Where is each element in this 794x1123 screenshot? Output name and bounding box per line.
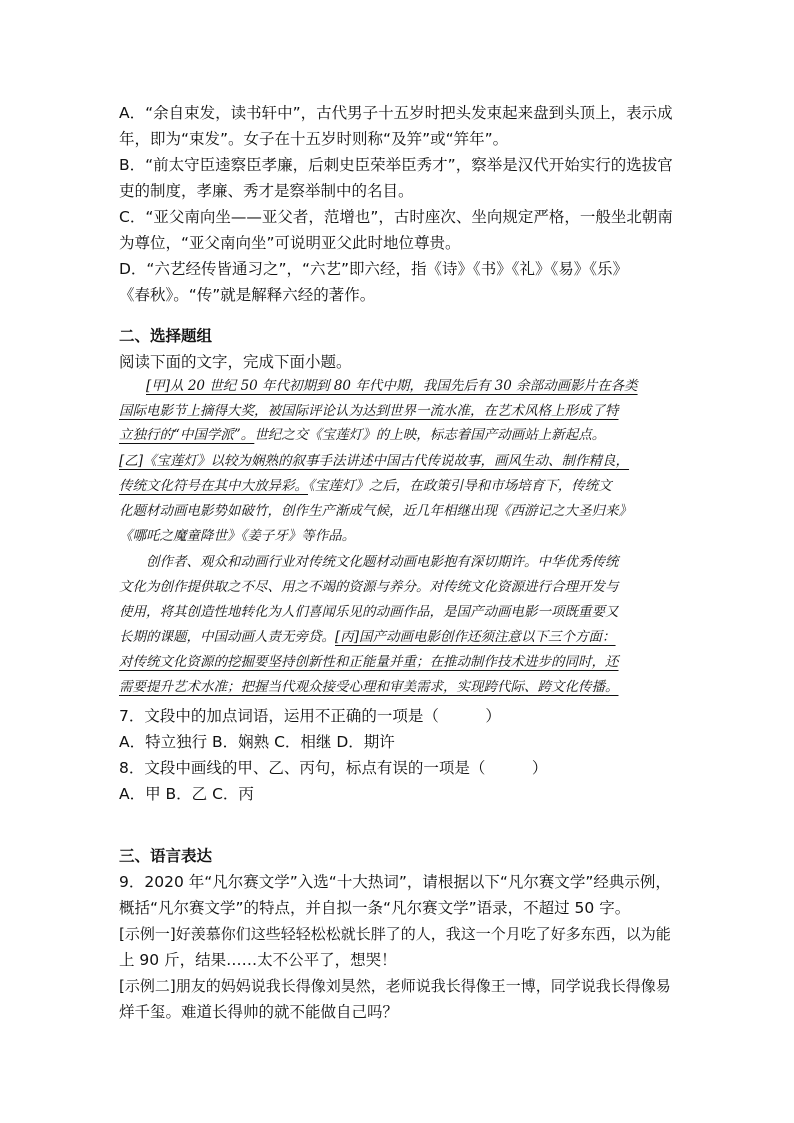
passage-line [119, 449, 629, 473]
question-9-line-1: 9．2020 年“凡尔赛文学”入选“十大热词”，请根据以下“凡尔赛文学”经典示例， [119, 873, 671, 891]
underlined-sentence: 需要提升艺术水准；把握当代观众接受心理和审美需求，实现跨代际、跨文化传播。 [119, 679, 619, 695]
underlined-sentence: 立独行的“中国学派”。 [119, 427, 255, 443]
option-d-line-2: 《春秋》。“传”就是解释六经的著作。 [119, 286, 376, 304]
question-7: 7．文段中的加点词语，运用不正确的一项是（ ） [119, 707, 501, 725]
passage-line: 创作者、观众和动画行业对传统文化题材动画电影抱有深切期许。中华优秀传统 [146, 554, 619, 570]
passage-line [119, 399, 619, 423]
example-1-line-1: [示例一]好羡慕你们这些轻轻松松就长胖了的人，我这一个月吃了好多东西，以为能 [119, 925, 671, 943]
underlined-sentence: 国际电影节上摘得大奖，被国际评论认为达到世界一流水准，在艺术风格上形成了特 [119, 403, 619, 419]
passage-line [119, 374, 638, 398]
passage-line: 长期的课题，中国动画人责无旁贷。[丙]国产动画电影创作还须注意以下三个方面： [119, 629, 616, 645]
option-b-line-1: B．“前太守臣逵察臣孝廉，后刺史臣荣举臣秀才”，察举是汉代开始实行的选拔官 [119, 156, 673, 174]
passage-line: 文化为创作提供取之不尽、用之不竭的资源与养分。对传统文化资源进行合理开发与 [119, 579, 619, 595]
example-2-line-2: 烊千玺。难道长得帅的就不能做自己吗？ [119, 1003, 399, 1021]
example-2-line-1: [示例二]朋友的妈妈说我长得像刘昊然，老师说我长得像王一博，同学说我长得像易 [119, 977, 671, 995]
underlined-sentence: [甲]从 20 世纪 50 年代初期到 80 年代中期，我国先后有 30 余部动画影片在各类 [146, 378, 638, 394]
option-c-line-2: 为尊位，“亚父南向坐”可说明亚父此时地位尊贵。 [119, 234, 461, 252]
section-heading-choice-group: 二、选择题组 [119, 327, 213, 345]
passage-line: 立独行的“中国学派”。世纪之交《宝莲灯》的上映，标志着国产动画站上新起点。 [119, 427, 606, 443]
passage-line [119, 675, 619, 699]
section-heading-language-expression: 三、语言表达 [119, 847, 213, 865]
option-b-line-2: 吏的制度，孝廉、秀才是察举制中的名目。 [119, 182, 414, 200]
underlined-sentence: 对传统文化资源的挖掘要坚持创新性和正能量并重；在推动制作技术进步的同时，还 [119, 654, 619, 670]
passage-line: 传统文化符号在其中大放异彩。《宝莲灯》之后，在政策引导和市场培育下，传统文 [119, 478, 612, 494]
question-9-line-2: 概括“凡尔赛文学”的特点，并自拟一条“凡尔赛文学”语录，不超过 50 字。 [119, 899, 631, 917]
option-a-line-2: 年，即为“束发”。女子在十五岁时则称“及笄”或“笄年”。 [119, 130, 509, 148]
passage-line: 化题材动画电影势如破竹，创作生产渐成气候，近几年相继出现《西游记之大圣归来》 [119, 503, 632, 519]
section-instruction: 阅读下面的文字，完成下面小题。 [119, 353, 352, 371]
passage-line [119, 650, 619, 674]
underlined-sentence: [乙]《宝莲灯》以较为娴熟的叙事手法讲述中国古代传说故事，画风生动、制作精良， [119, 453, 630, 469]
passage-line: 使用，将其创造性地转化为人们喜闻乐见的动画作品，是国产动画电影一项既重要又 [119, 604, 619, 620]
underlined-sentence: [丙]国产动画电影创作还须注意以下三个方面： [335, 629, 616, 645]
question-7-options: A．特立独行 B．娴熟 C．相继 D．期许 [119, 733, 395, 751]
option-d-line-1: D．“六艺经传皆通习之”，“六艺”即六经，指《诗》《书》《礼》《易》《乐》 [119, 260, 629, 278]
question-8-options: A．甲 B．乙 C．丙 [119, 785, 254, 803]
example-1-line-2: 上 90 斤，结果……太不公平了，想哭！ [119, 951, 397, 969]
passage-line: 《哪吒之魔童降世》《姜子牙》等作品。 [119, 528, 356, 544]
option-a-line-1: A．“余自束发，读书轩中”，古代男子十五岁时把头发束起来盘到头顶上，表示成 [119, 104, 673, 122]
underlined-sentence: 传统文化符号在其中大放异彩。 [119, 478, 308, 494]
option-c-line-1: C．“亚父南向坐——亚父者，范增也”，古时座次、坐向规定严格，一般坐北朝南 [119, 208, 673, 226]
question-8: 8．文段中画线的甲、乙、丙句，标点有误的一项是（ ） [119, 759, 548, 777]
